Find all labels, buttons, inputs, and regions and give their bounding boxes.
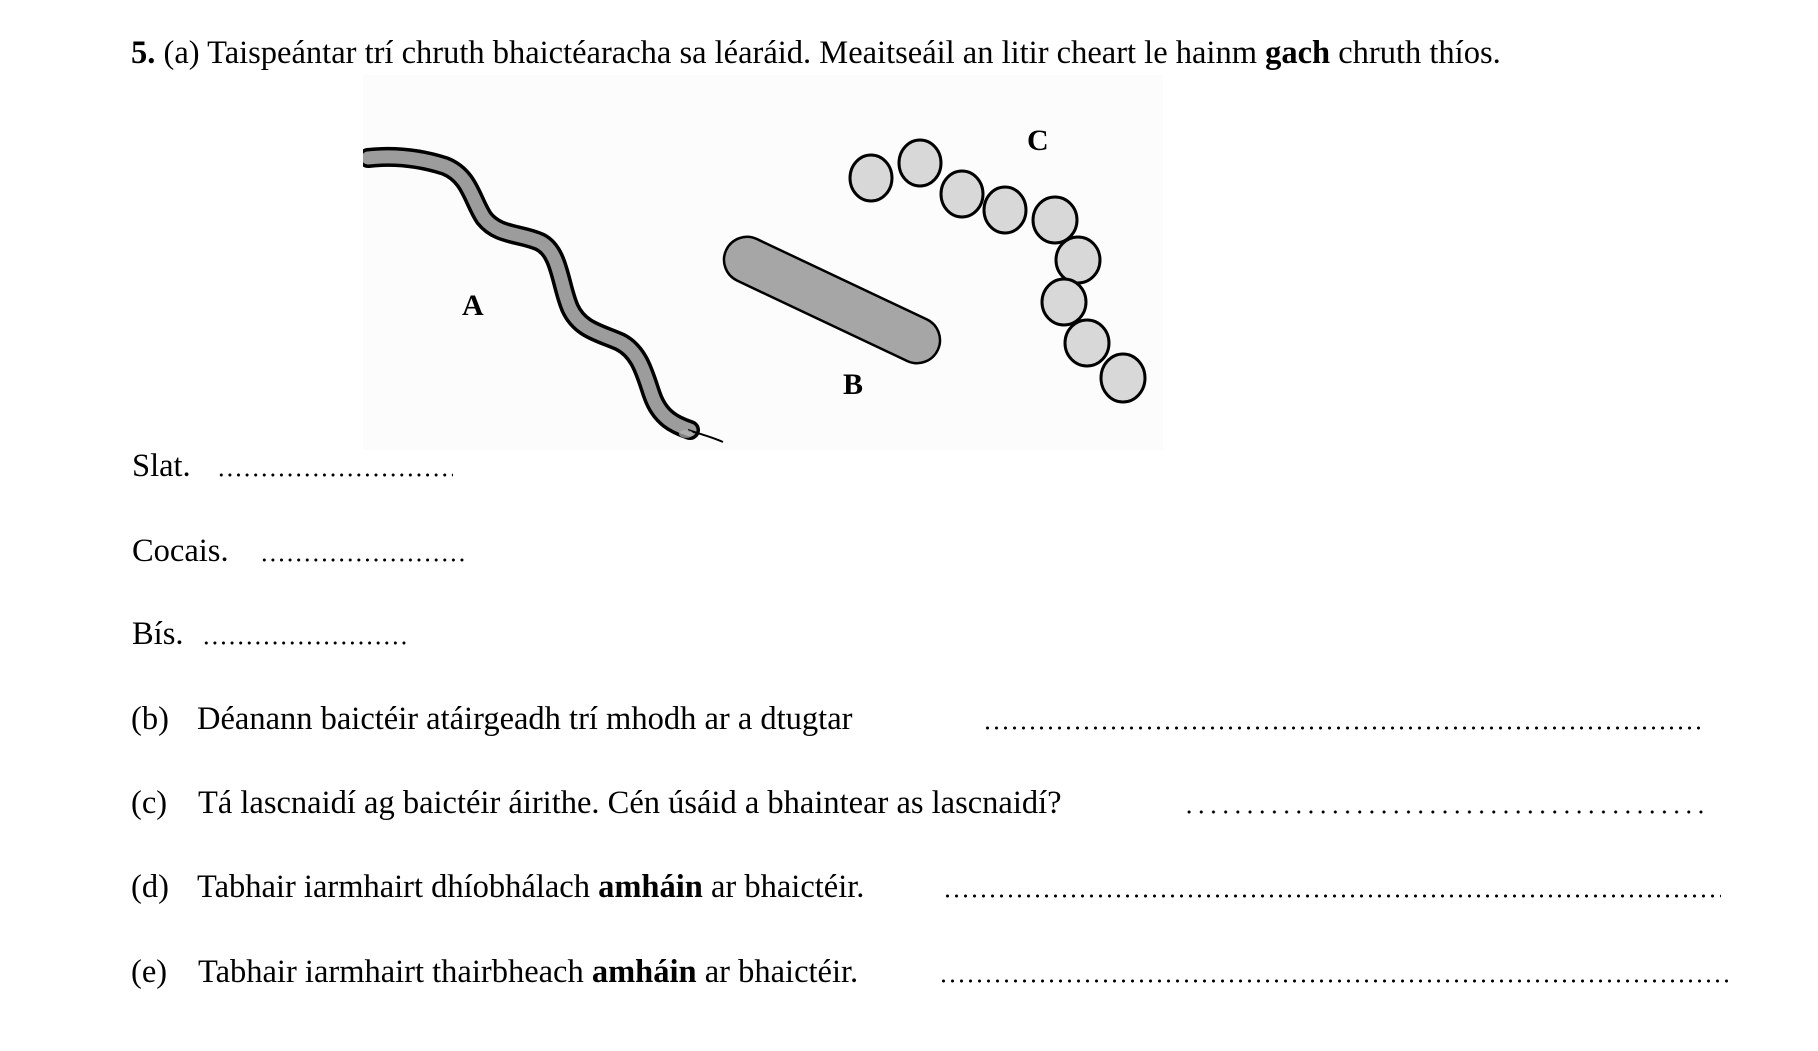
match-item-rod	[132, 450, 191, 483]
part-a-emphasis: gach	[1265, 35, 1331, 71]
part-c-question	[198, 787, 1062, 820]
part-a-text-end: chruth thíos.	[1338, 35, 1501, 71]
part-c-text: Tá lascnaidí ag baictéir áirithe. Cén úsáid a bhaintear as lascnaidí?	[198, 785, 1062, 821]
part-d-text: Tabhair iarmhairt dhíobhálach	[197, 869, 590, 905]
part-d-text-end: ar bhaictéir.	[711, 869, 865, 905]
part-d-label: (d)	[131, 869, 169, 905]
match-label-cocais: Cocais.	[132, 533, 229, 569]
part-e-emphasis: amháin	[591, 954, 697, 990]
answer-line-bis[interactable]	[202, 641, 408, 645]
question-5a-prompt	[131, 37, 1501, 70]
part-e-text-end: ar bhaictéir.	[704, 954, 859, 990]
answer-line-e[interactable]	[939, 979, 1733, 983]
answer-line-d[interactable]	[943, 894, 1721, 898]
part-d-question	[197, 871, 864, 904]
part-b-text: Déanann baictéir atáirgeadh trí mhodh ar a dtugtar	[197, 701, 853, 737]
answer-line-c[interactable]	[1183, 810, 1710, 814]
part-e-text: Tabhair iarmhairt thairbheach	[198, 954, 584, 990]
match-item-bacillus-spiral	[132, 618, 183, 651]
part-c	[131, 787, 167, 820]
match-item-coccus	[132, 535, 229, 568]
part-e-label: (e)	[131, 954, 168, 990]
part-a-label: (a)	[163, 35, 200, 71]
answer-line-slat[interactable]	[217, 473, 453, 477]
answer-line-cocais[interactable]	[260, 558, 465, 562]
diagram-label-b: B	[843, 368, 864, 401]
part-e	[131, 956, 167, 989]
question-number: 5.	[131, 35, 156, 71]
answer-line-b[interactable]	[983, 726, 1705, 730]
part-b-label: (b)	[131, 701, 169, 737]
part-b	[131, 703, 169, 736]
part-e-question	[198, 956, 858, 989]
match-label-slat: Slat.	[132, 448, 191, 484]
match-label-bis: Bís.	[132, 616, 184, 652]
part-d-emphasis: amháin	[598, 869, 703, 905]
diagram-label-a: A	[462, 289, 484, 322]
bacteria-diagram	[363, 75, 1163, 450]
diagram-label-c: C	[1027, 124, 1049, 157]
part-b-question	[197, 703, 852, 736]
part-c-label: (c)	[131, 785, 168, 821]
part-a-text: Taispeántar trí chruth bhaictéaracha sa léaráid. Meaitseáil an litir cheart le hainm	[207, 35, 1257, 71]
part-d	[131, 871, 169, 904]
